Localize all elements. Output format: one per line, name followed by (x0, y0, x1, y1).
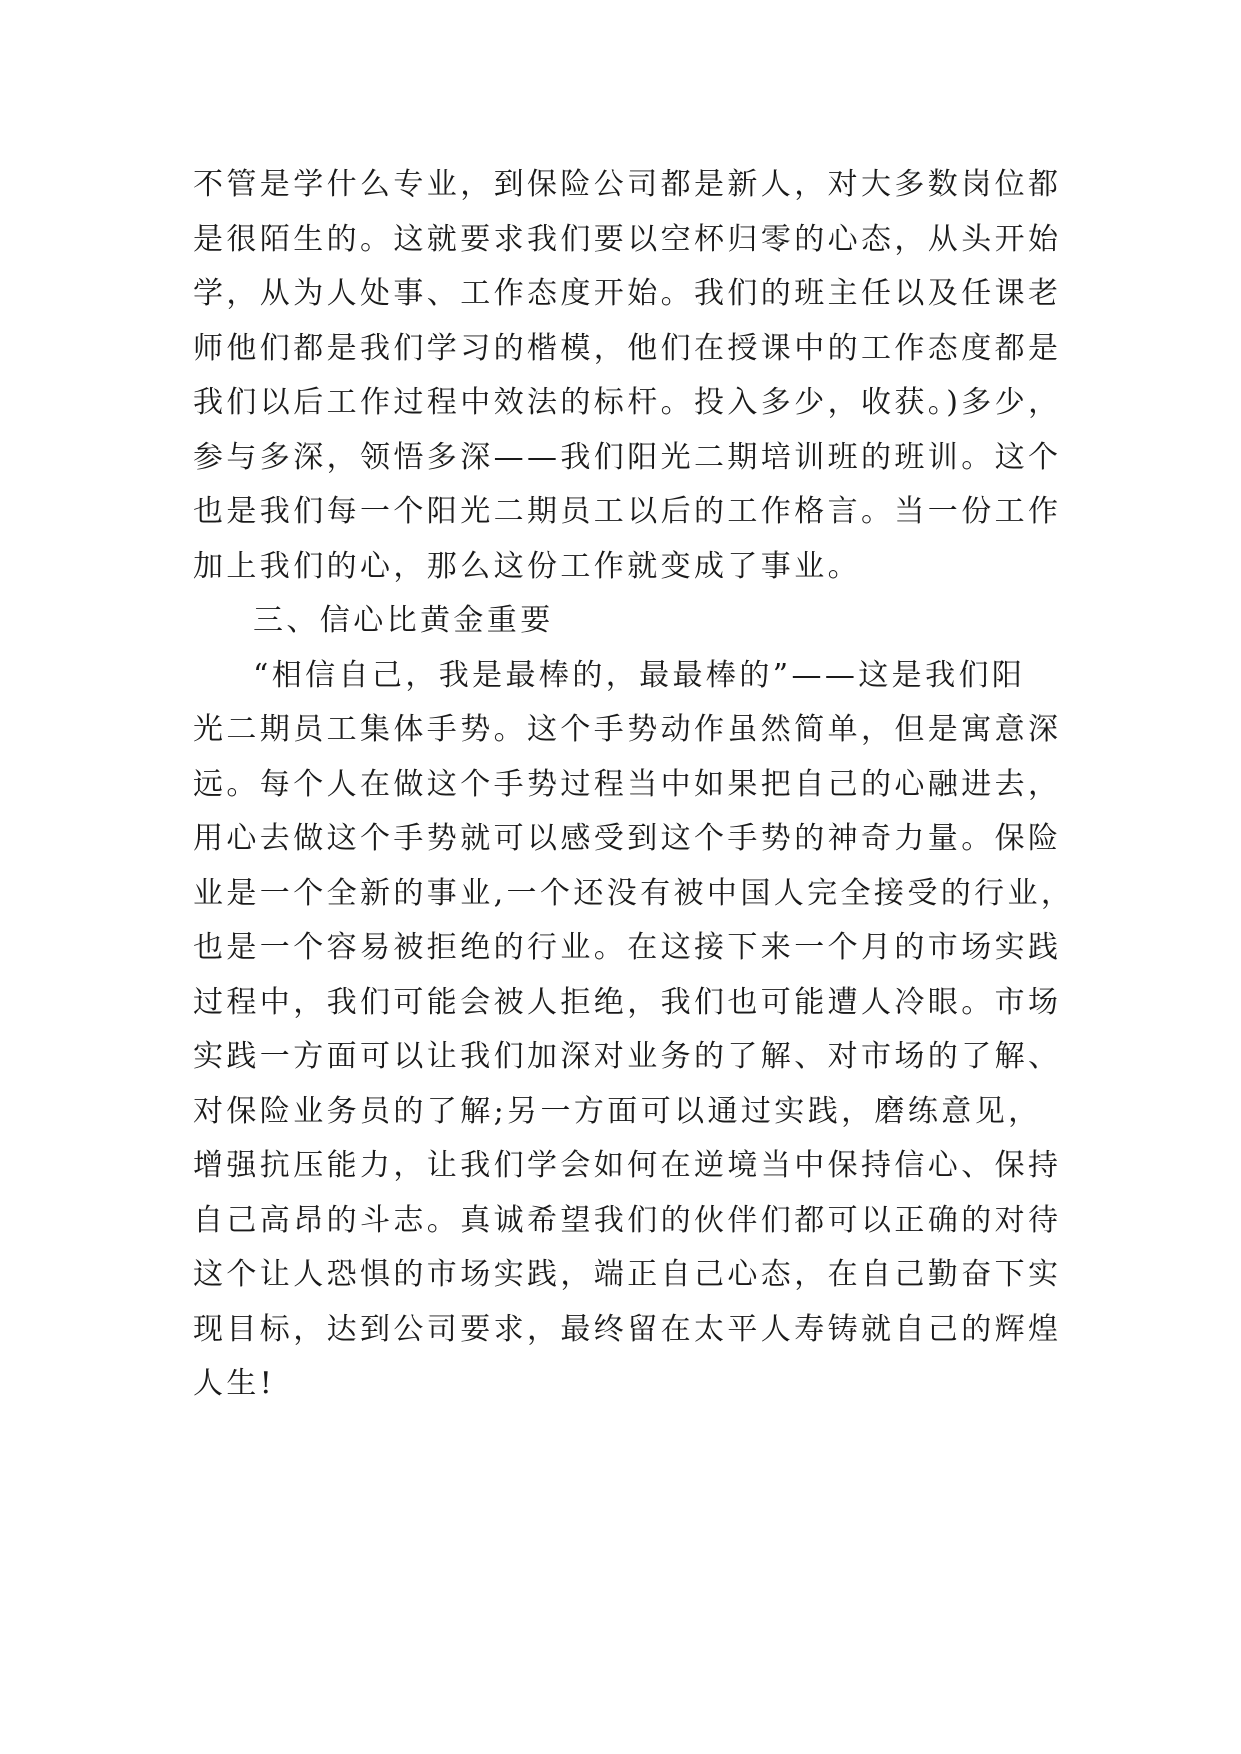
text-line: 用心去做这个手势就可以感受到这个手势的神奇力量。保险 (193, 821, 1062, 856)
text-line: 这个让人恐惧的市场实践，端正自己心态，在自己勤奋下实 (193, 1257, 1062, 1292)
text-line: 人生! (193, 1366, 276, 1401)
text-line: 自己高昂的斗志。真诚希望我们的伙伴们都可以正确的对待 (193, 1202, 1062, 1238)
text-line: 实践一方面可以让我们加深对业务的了解、对市场的了解、 (193, 1039, 1062, 1074)
text-line: 参与多深，领悟多深——我们阳光二期培训班的班训。这个 (193, 439, 1062, 475)
text-line: 业是一个全新的事业,一个还没有被中国人完全接受的行业， (193, 875, 1075, 911)
text-line: 过程中，我们可能会被人拒绝，我们也可能遭人冷眼。市场 (193, 984, 1062, 1020)
text-line: 远。每个人在做这个手势过程当中如果把自己的心融进去， (193, 766, 1062, 802)
text-line: 是很陌生的。这就要求我们要以空杯归零的心态，从头开始 (193, 221, 1062, 257)
text-line: 我们以后工作过程中效法的标杆。投入多少，收获。)多少， (193, 385, 1062, 420)
section-heading: 三、信心比黄金重要 (253, 603, 554, 638)
text-line: 光二期员工集体手势。这个手势动作虽然简单，但是寓意深 (193, 712, 1062, 747)
text-line: 师他们都是我们学习的楷模，他们在授课中的工作态度都是 (193, 330, 1062, 366)
text-line: 增强抗压能力，让我们学会如何在逆境当中保持信心、保持 (193, 1148, 1062, 1183)
text-line: 学，从为人处事、工作态度开始。我们的班主任以及任课老 (193, 276, 1062, 311)
text-line: 现目标，达到公司要求，最终留在太平人寿铸就自己的辉煌 (193, 1311, 1062, 1347)
text-line: 也是一个容易被拒绝的行业。在这接下来一个月的市场实践 (193, 930, 1062, 965)
text-line: 加上我们的心，那么这份工作就变成了事业。 (193, 548, 861, 584)
body-text (193, 158, 1073, 1412)
text-line: 不管是学什么专业，到保险公司都是新人，对大多数岗位都 (193, 167, 1062, 202)
text-line: 对保险业务员的了解;另一方面可以通过实践，磨练意见， (193, 1093, 1042, 1129)
text-line: “相信自己，我是最棒的，最最棒的”——这是我们阳 (253, 657, 1026, 693)
text-line: 也是我们每一个阳光二期员工以后的工作格言。当一份工作 (193, 494, 1062, 529)
